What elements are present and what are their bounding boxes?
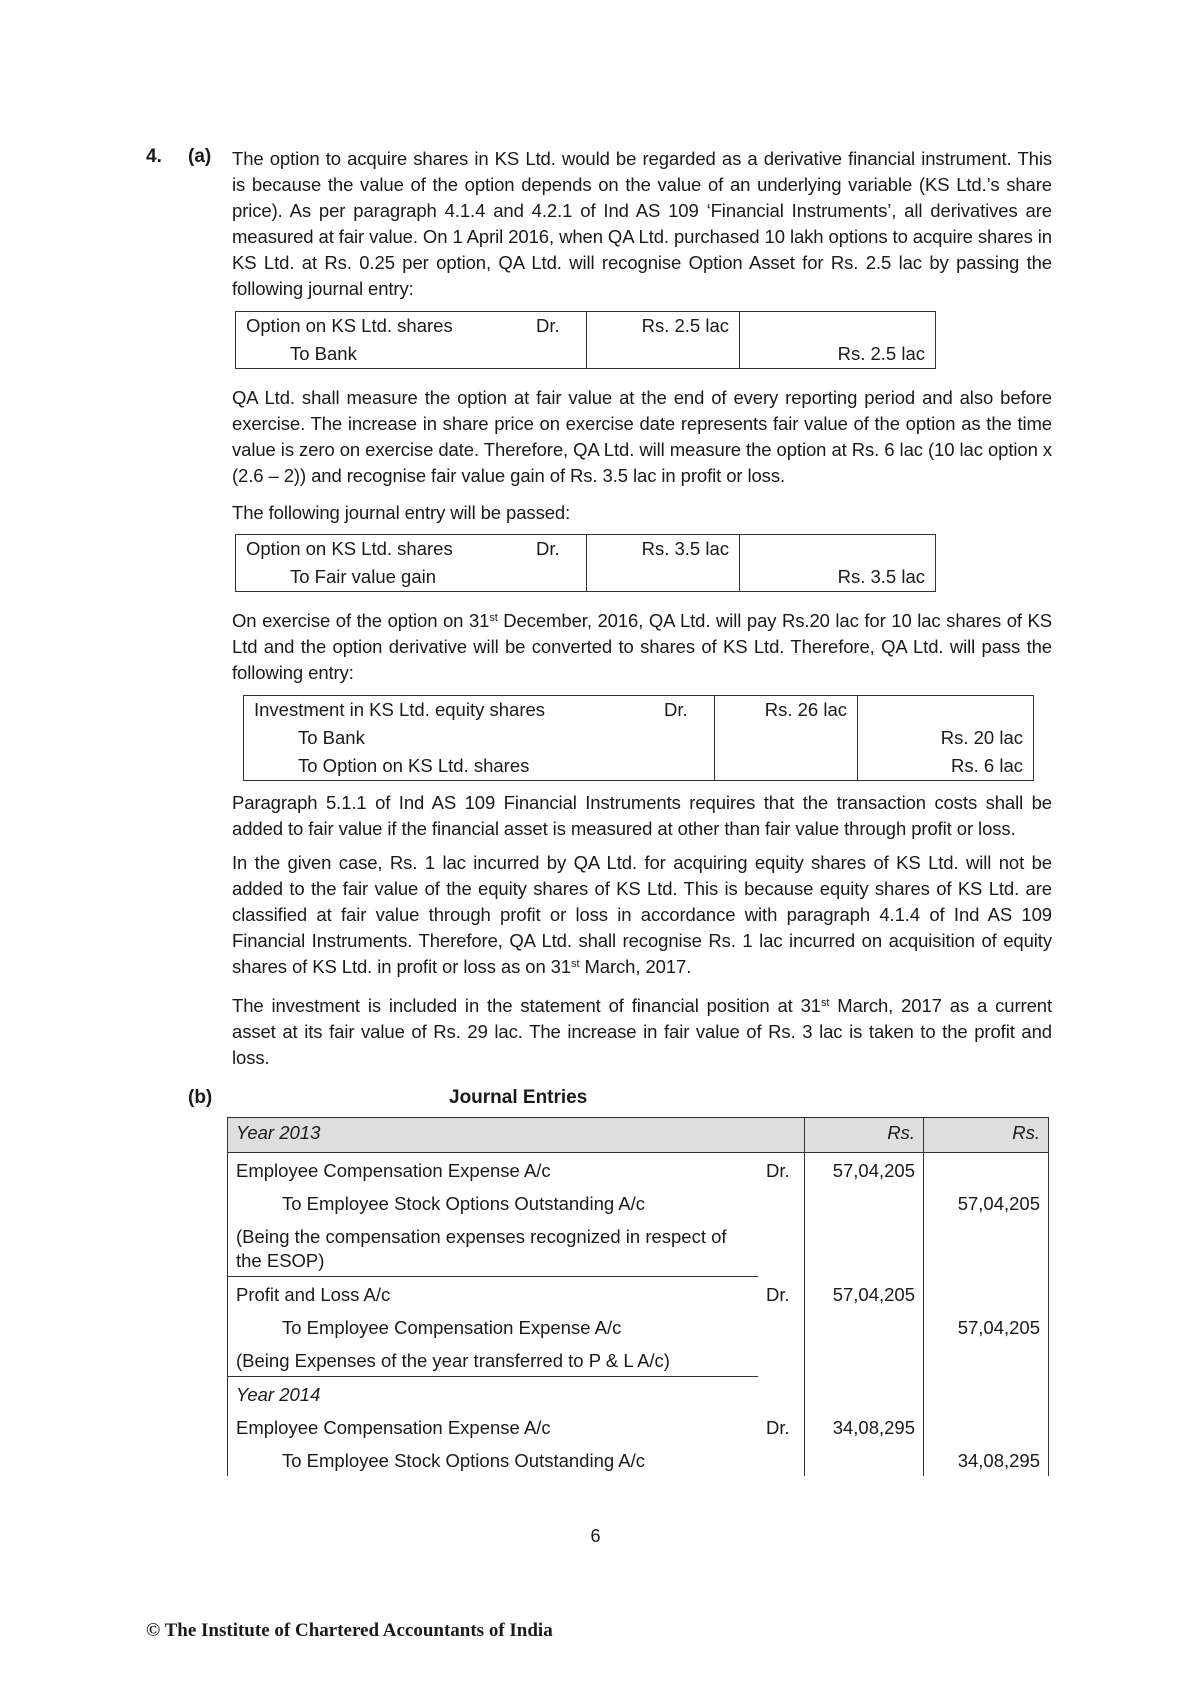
paragraph-1 (232, 146, 1052, 302)
dr-marker: Dr. (654, 696, 715, 725)
footer-copyright: © The Institute of Chartered Accountants of India (146, 1620, 553, 1641)
credit-account: To Fair value gain (236, 563, 527, 592)
table-row: (Being Expenses of the year transferred to P & L A/c) (228, 1343, 1049, 1377)
table-row: To Employee Compensation Expense A/c 57,04,205 (228, 1310, 1049, 1343)
paragraph-2 (232, 385, 1052, 489)
paragraph-5 (232, 790, 1052, 842)
paragraph-text: The option to acquire shares in KS Ltd. would be regarded as a derivative financial instrument. This is because the value of the option depends on the value of an underlying variable (KS Ltd.’s share price). As per paragraph 4.1.4 and 4.2.1 of Ind AS 109 ‘Financial Instruments’, all derivatives are measured at fair value. On 1 April 2016, when QA Ltd. purchased 10 lakh options to acquire shares in KS Ltd. at Rs. 0.25 per option, QA Ltd. will recognise Option Asset for Rs. 2.5 lac by passing the following journal entry: (232, 148, 1052, 299)
paragraph-text: The investment is included in the statement of financial position at 31st March, 2017 as a current asset at its fair value of Rs. 29 lac. The increase in fair value of Rs. 3 lac is taken to the profit and loss. (232, 995, 1052, 1068)
journal-entry-2 (235, 534, 936, 592)
header-debit: Rs. (805, 1118, 924, 1153)
header-year: Year 2013 (228, 1118, 759, 1153)
journal-entry-3 (243, 695, 1034, 781)
journal-entry-1 (235, 311, 936, 369)
header-credit: Rs. (924, 1118, 1049, 1153)
credit-account-2: To Option on KS Ltd. shares (244, 752, 655, 781)
part-b-label: (b) (188, 1087, 213, 1108)
paragraph-text: Paragraph 5.1.1 of Ind AS 109 Financial Instruments requires that the transaction costs shall be added to fair value if the financial asset is measured at other than fair value through profit or loss. (232, 792, 1052, 839)
debit-amount: Rs. 2.5 lac (587, 312, 740, 341)
dr-marker: Dr. (526, 312, 587, 341)
table-row: Profit and Loss A/c Dr. 57,04,205 (228, 1277, 1049, 1311)
credit-amount: Rs. 3.5 lac (740, 563, 936, 592)
table-row: Employee Compensation Expense A/c Dr. 57,04,205 (228, 1153, 1049, 1187)
part-a-label: (a) (188, 146, 212, 167)
table-row: (Being the compensation expenses recognized in respect of the ESOP) (228, 1219, 1049, 1277)
paragraph-text: The following journal entry will be passed: (232, 502, 571, 523)
question-number: 4. (146, 146, 162, 167)
debit-account: Option on KS Ltd. shares (236, 535, 527, 564)
table-row: Year 2014 (228, 1377, 1049, 1411)
debit-amount: Rs. 3.5 lac (587, 535, 740, 564)
debit-account: Option on KS Ltd. shares (236, 312, 527, 341)
debit-account: Investment in KS Ltd. equity shares (244, 696, 655, 725)
paragraph-4 (232, 608, 1052, 686)
journal-title: Journal Entries (449, 1087, 588, 1108)
table-header (228, 1118, 1049, 1153)
credit-account-1: To Bank (244, 724, 655, 752)
page-number: 6 (590, 1526, 601, 1546)
debit-amount: Rs. 26 lac (715, 696, 858, 725)
credit-amount-1: Rs. 20 lac (858, 724, 1034, 752)
paragraph-3 (232, 500, 1052, 526)
paragraph-text: In the given case, Rs. 1 lac incurred by QA Ltd. for acquiring equity shares of KS Ltd. will not be added to the fair value of the equity shares of KS Ltd. This is because equity shares of KS Ltd. are classified at fair value through profit or loss in accordance with paragraph 4.1.4 of Ind AS 109 Financial Instruments. Therefore, QA Ltd. shall recognise Rs. 1 lac incurred on acquisition of equity shares of KS Ltd. in profit or loss as on 31st March, 2017. (232, 852, 1052, 977)
credit-amount-2: Rs. 6 lac (858, 752, 1034, 781)
credit-account: To Bank (236, 340, 527, 369)
paragraph-text: QA Ltd. shall measure the option at fair value at the end of every reporting period and also before exercise. The increase in share price on exercise date represents fair value of the option as the time value is zero on exercise date. Therefore, QA Ltd. will measure the option at Rs. 6 lac (10 lac option x (2.6 – 2)) and recognise fair value gain of Rs. 3.5 lac in profit or loss. (232, 387, 1052, 486)
table-row: Employee Compensation Expense A/c Dr. 34,08,295 (228, 1410, 1049, 1443)
paragraph-6 (232, 850, 1052, 980)
dr-marker: Dr. (526, 535, 587, 564)
journal-entries-table (227, 1117, 1049, 1476)
table-row: To Employee Stock Options Outstanding A/c 57,04,205 (228, 1186, 1049, 1219)
credit-amount: Rs. 2.5 lac (740, 340, 936, 369)
paragraph-text: On exercise of the option on 31st December, 2016, QA Ltd. will pay Rs.20 lac for 10 lac shares of KS Ltd and the option derivative will be converted to shares of KS Ltd. Therefore, QA Ltd. will pass the following entry: (232, 610, 1052, 683)
table-row: To Employee Stock Options Outstanding A/c 34,08,295 (228, 1443, 1049, 1476)
paragraph-7 (232, 993, 1052, 1071)
